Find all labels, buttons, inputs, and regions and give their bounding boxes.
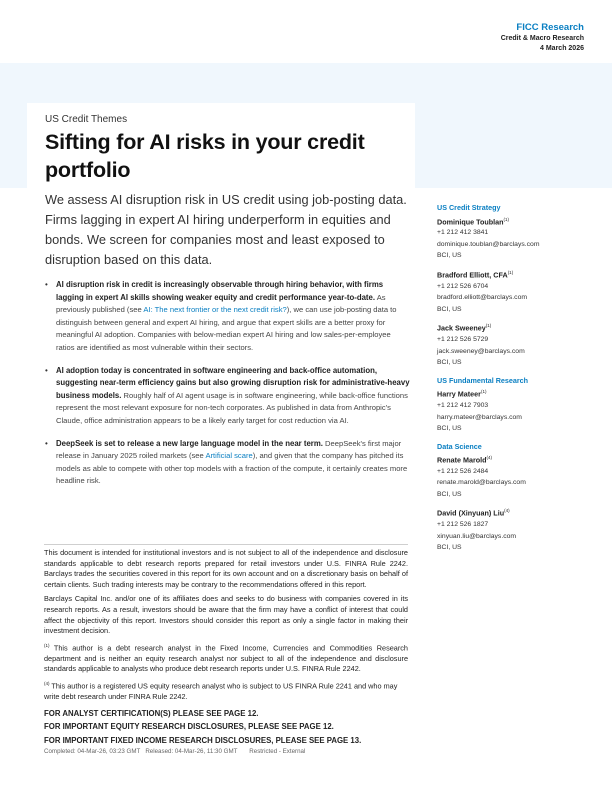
- key-point: [45, 438, 410, 488]
- disclosure-reference: FOR ANALYST CERTIFICATION(S) PLEASE SEE PAGE 12.: [44, 708, 259, 718]
- division-label: Credit & Macro Research: [500, 35, 584, 42]
- footnote-text: This author is a debt research analyst in the Fixed Income, Currencies and Commodities Research department and is neither an equity research analyst nor subject to all of the independence and disclosure standards applicable to analysts who produce debt research reports under U.S. FINRA Rule 2242.: [44, 643, 408, 674]
- related-report-link[interactable]: Artificial scare: [205, 451, 253, 461]
- analyst-name: Dominique Toublan: [437, 216, 504, 226]
- analyst-name-row: [437, 452, 607, 466]
- analyst-entity: BCI, US: [437, 544, 462, 552]
- report-date: 4 March 2026: [540, 45, 584, 52]
- analyst-email[interactable]: jack.sweeney@barclays.com: [437, 347, 525, 355]
- key-point-lead: AI adoption today is concentrated in software engineering and back-office automation, suggesting near-term efficiency gains but also growing disruption risk for administrative-heavy business models.: [56, 365, 410, 400]
- analyst-phone: +1 212 412 3841: [437, 229, 489, 237]
- key-point-text: ), and given that the company has pitched its models as able to compete with other top models with a fraction of the compute, it certainly creates more headline risk.: [56, 451, 408, 486]
- analyst-phone: +1 212 526 6704: [437, 282, 489, 290]
- analyst-entity: BCI, US: [437, 359, 462, 367]
- footnote-marker: (4): [486, 455, 493, 461]
- analyst-contact: [437, 267, 607, 315]
- analyst-email[interactable]: renate.marold@barclays.com: [437, 479, 526, 487]
- key-point: [45, 365, 410, 428]
- analyst-name-row: [437, 386, 607, 400]
- analyst-entity: BCI, US: [437, 252, 462, 260]
- analyst-name-row: [437, 320, 607, 334]
- report-header: [501, 21, 584, 54]
- analyst-sidebar: [437, 202, 607, 559]
- analyst-email[interactable]: bradford.elliott@barclays.com: [437, 294, 528, 302]
- footnote-4: [44, 679, 408, 703]
- footnote-marker: (1): [480, 389, 487, 395]
- analyst-phone: +1 212 412 7903: [437, 402, 489, 410]
- analyst-entity: BCI, US: [437, 490, 462, 498]
- footnote-marker: (4): [504, 508, 510, 514]
- disclaimer-divider: [44, 544, 408, 545]
- analyst-contact: [437, 452, 607, 500]
- analyst-contact: [437, 386, 607, 434]
- disclosure-reference: FOR IMPORTANT EQUITY RESEARCH DISCLOSURES, PLEASE SEE PAGE 12.: [44, 722, 334, 732]
- key-point-lead: DeepSeek is set to release a new large language model in the near term.: [56, 438, 323, 448]
- analyst-email[interactable]: dominique.toublan@barclays.com: [437, 240, 540, 248]
- footnote-1: [44, 641, 408, 675]
- analyst-contact: [437, 320, 607, 368]
- page-title: Sifting for AI risks in your credit portfolio: [45, 130, 365, 182]
- release-metadata: Completed: 04-Mar-26, 03:23 GMT Released: 04-Mar-26, 11:30 GMT Restricted - External: [44, 748, 306, 756]
- key-points-list: [45, 279, 410, 498]
- key-point-lead: AI disruption risk in credit is increasingly observable through hiring behavior, with firms lagging in expert AI skills showing weaker equity and credit performance year-to-date.: [56, 280, 384, 302]
- analyst-name-row: [437, 267, 607, 281]
- analyst-name-row: [437, 505, 607, 519]
- analyst-phone: +1 212 526 1827: [437, 521, 489, 529]
- key-point-text: ), we can use job-posting data to distinguish between general and expert AI hiring, and argue that expert skills are a better proxy for meaningful AI adoption. Companies with below-median expert AI hiring and low sales-per-employee ratios are identified as most vulnerable within their sectors.: [56, 305, 397, 352]
- disclosure-reference: FOR IMPORTANT FIXED INCOME RESEARCH DISCLOSURES, PLEASE SEE PAGE 13.: [44, 735, 362, 745]
- key-point-text: DeepSeek's first major release in January 2025 roiled markets (see: [56, 438, 402, 461]
- disclaimer-paragraph: Barclays Capital Inc. and/or one of its affiliates does and seeks to do business with companies covered in its research reports. As a result, investors should be aware that the firm may have a conflict of interest that could affect the objectivity of this report. Investors should consider this report as only a single factor in making their investment decision.: [44, 594, 408, 636]
- footnote-marker: (1): [503, 216, 510, 222]
- footnote-marker: (4): [44, 680, 50, 686]
- analyst-contact: [437, 214, 607, 262]
- analyst-phone: +1 212 526 5729: [437, 336, 489, 344]
- footnote-text: This author is a registered US equity research analyst who is subject to US FINRA Rule 2241 and who may write debt research under FINRA Rule 2242.: [44, 681, 398, 701]
- section-heading: Data Science: [437, 441, 482, 451]
- section-heading: US Credit Strategy: [437, 203, 501, 212]
- analyst-entity: BCI, US: [437, 305, 462, 313]
- key-point-text: Roughly half of AI agent usage is in software engineering, while back-office functions represent the most relevant exposure for non-tech corporates. As published in data from Anthropic's Claude, office administration appears to be a likely early target for cost reduction via AI.: [56, 390, 408, 425]
- footnote-marker: (1): [44, 642, 50, 648]
- analyst-email[interactable]: harry.mateer@barclays.com: [437, 413, 522, 421]
- section-heading: US Fundamental Research: [437, 375, 529, 385]
- key-point: [45, 279, 410, 355]
- key-point-text: As previously published (see: [56, 292, 386, 315]
- analyst-name: Jack Sweeney: [437, 323, 486, 333]
- series-kicker: US Credit Themes: [45, 114, 128, 125]
- analyst-name: Renate Marold: [437, 455, 487, 465]
- analyst-name: David (Xinyuan) Liu: [437, 508, 505, 518]
- article-summary: We assess AI disruption risk in US credit using job-posting data. Firms lagging in expert AI hiring underperform in equities and bonds. We screen for companies most and least exposed to disruption based on this data.: [45, 192, 407, 267]
- analyst-name: Harry Mateer: [437, 389, 481, 399]
- brand-label: FICC Research: [516, 22, 584, 33]
- disclosure-references: [44, 707, 408, 748]
- analyst-name-row: [437, 214, 607, 228]
- footnote-marker: (1): [507, 269, 514, 275]
- analyst-name: Bradford Elliott, CFA: [437, 270, 508, 280]
- disclaimer-paragraph: This document is intended for institutional investors and is not subject to all of the independence and disclosure standards applicable to debt research reports prepared for retail investors under U.S. FINRA Rule 2242. Barclays trades the securities covered in this report for its own account and on a discretionary basis on behalf of certain clients. Such trading interests may be contrary to the recommendations offered in this report.: [44, 548, 408, 589]
- analyst-contact: [437, 505, 607, 553]
- analyst-entity: BCI, US: [437, 425, 462, 433]
- footnote-marker: (1): [485, 323, 492, 329]
- disclaimer-block: [44, 548, 408, 756]
- analyst-email[interactable]: xinyuan.liu@barclays.com: [437, 532, 517, 540]
- related-report-link[interactable]: AI: The next frontier or the next credit risk?: [143, 305, 287, 315]
- analyst-phone: +1 212 526 2484: [437, 467, 489, 475]
